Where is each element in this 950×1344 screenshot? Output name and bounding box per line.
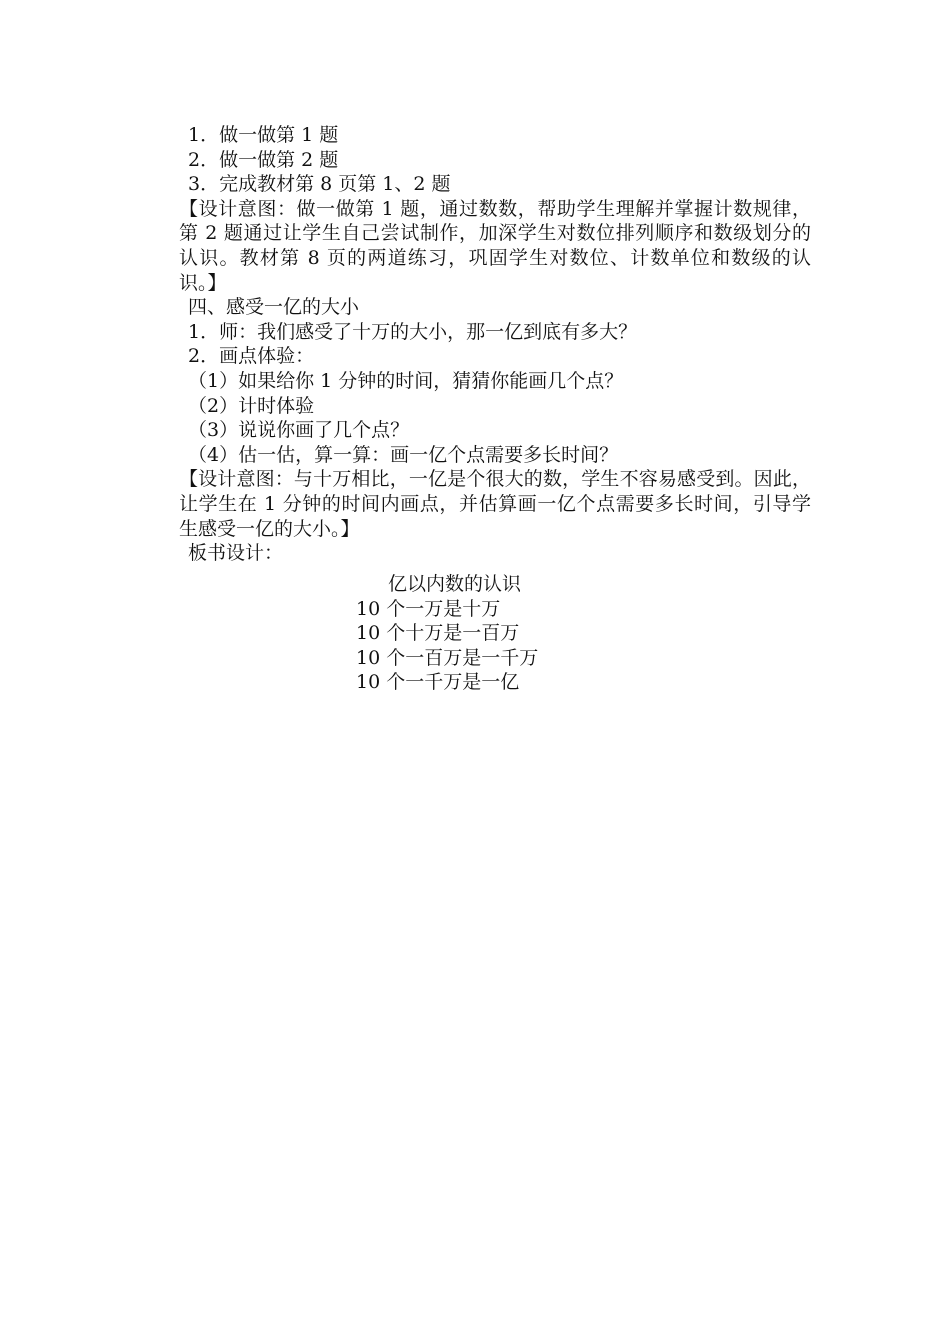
exercise-item-1: 1．做一做第 1 题: [188, 124, 339, 146]
board-line-3: 10 个一百万是一千万: [356, 646, 539, 669]
design-intent-paragraph-1: 【设计意图：做一做第 1 题，通过数数，帮助学生理解并掌握计数规律，第 2 题通过让学生自己尝试制作，加深学生对数位排列顺序和数级划分的认识。教材第 8 页的两道练习，巩固学生对数位、计数单位和数级的认识。】: [179, 197, 811, 294]
exercise-item-2: 2．做一做第 2 题: [188, 148, 339, 171]
exercise-item-3: 3．完成教材第 8 页第 1、2 题: [188, 173, 451, 196]
step-2-sub-1: （1）如果给你 1 分钟的时间，猜猜你能画几个点？: [188, 369, 624, 392]
step-2-sub-2: （2）计时体验: [188, 394, 315, 417]
design-intent-paragraph-2: 【设计意图：与十万相比，一亿是个很大的数，学生不容易感受到。因此，让学生在 1 分钟的时间内画点，并估算画一亿个点需要多长时间，引导学生感受一亿的大小。】: [179, 468, 811, 540]
step-2-sub-4: （4）估一估，算一算：画一亿个点需要多长时间？: [188, 443, 619, 466]
board-design: [356, 572, 656, 695]
step-2: 2．画点体验：: [188, 345, 315, 368]
board-line-2: 10 个十万是一百万: [356, 622, 520, 645]
section-heading: 四、感受一亿的大小: [188, 296, 360, 319]
board-line-4: 10 个一千万是一亿: [356, 671, 520, 694]
board-design-label: 板书设计：: [188, 542, 284, 565]
step-1: 1．师：我们感受了十万的大小，那一亿到底有多大？: [188, 320, 638, 343]
step-2-sub-3: （3）说说你画了几个点？: [188, 419, 410, 442]
board-title: 亿以内数的认识: [388, 573, 522, 595]
document-body: [143, 123, 811, 566]
board-line-1: 10 个一万是十万: [356, 597, 501, 620]
